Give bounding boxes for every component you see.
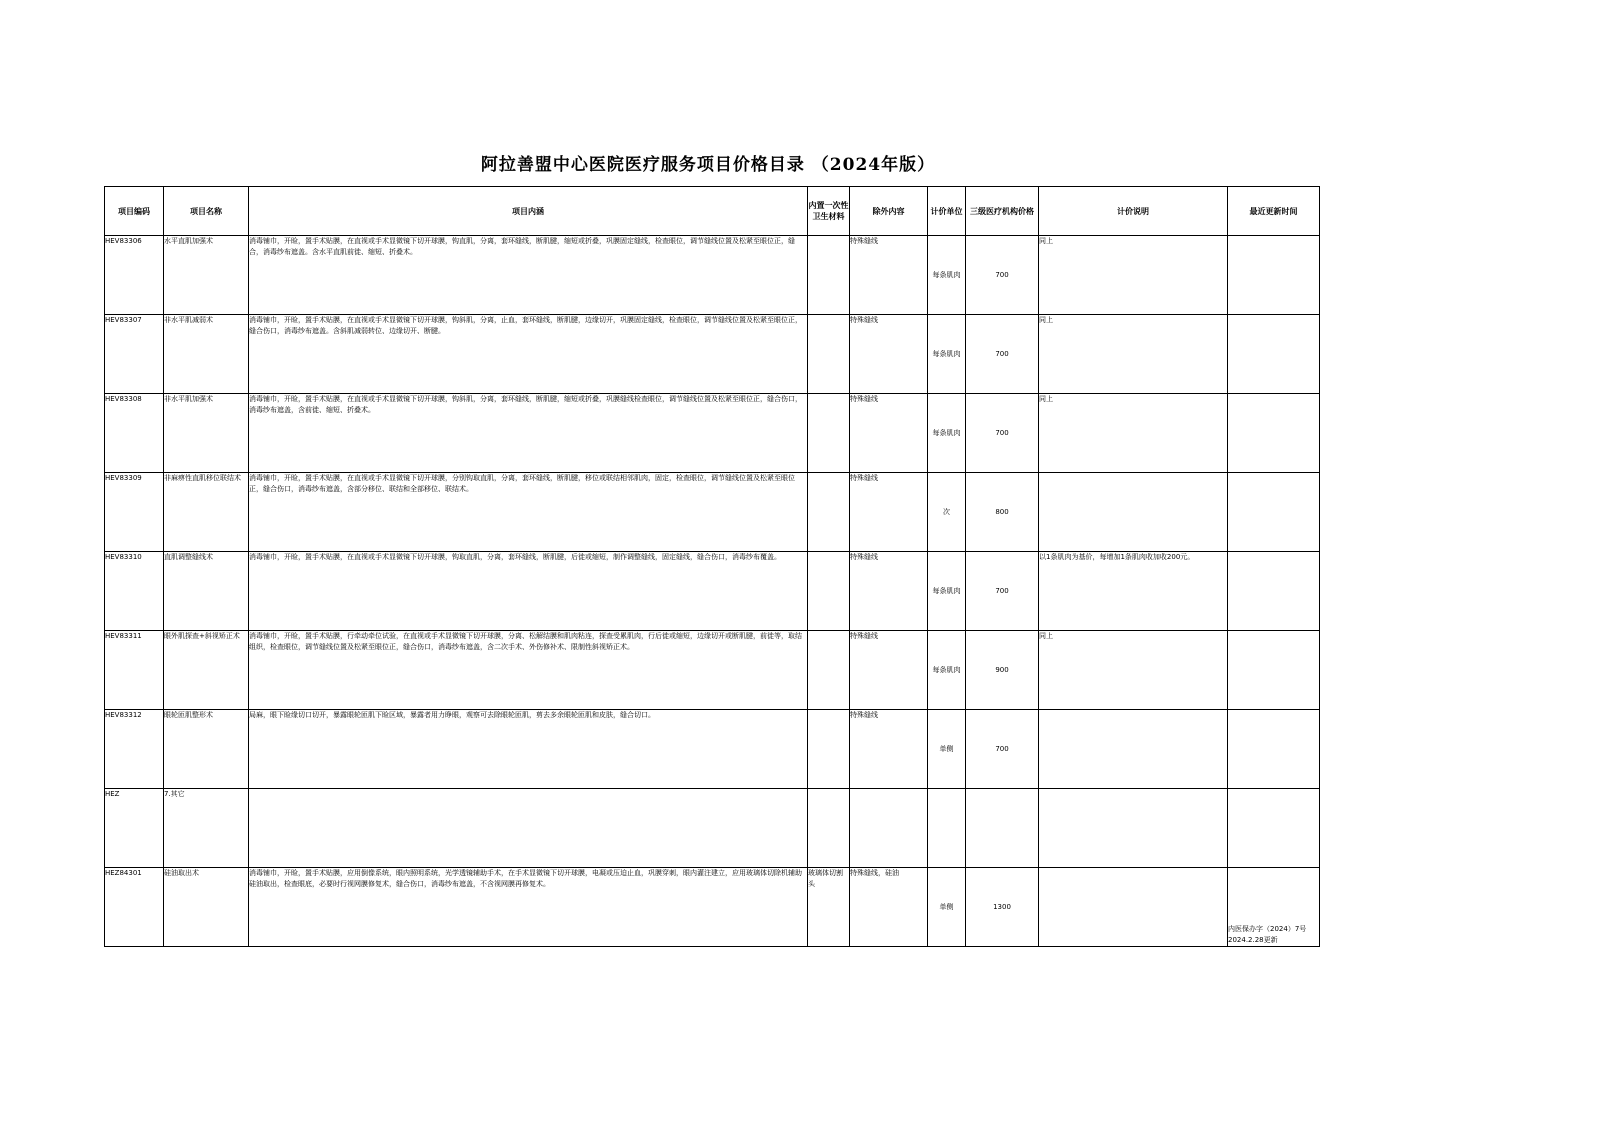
header-cell: 三级医疗机构价格 (966, 187, 1039, 236)
item-note (1039, 868, 1228, 947)
item-name: 硅油取出术 (164, 868, 249, 947)
item-consumables (808, 473, 850, 552)
item-price (966, 789, 1039, 868)
item-price: 1300 (966, 868, 1039, 947)
item-name: 非水平肌减弱术 (164, 315, 249, 394)
header-cell: 计价单位 (928, 187, 966, 236)
item-note (1039, 473, 1228, 552)
item-content: 局麻，眼下睑缘切口切开，暴露眼轮匝肌下睑区域，暴露者用力睁眼，观察可去除眼轮匝肌，剪去多余眼轮匝肌和皮肤，缝合切口。 (249, 710, 808, 789)
item-price: 700 (966, 394, 1039, 473)
item-unit: 每条肌肉 (928, 631, 966, 710)
table-row (105, 394, 1320, 473)
item-name: 眼轮匝肌整形术 (164, 710, 249, 789)
item-code: HEV83307 (105, 315, 164, 394)
item-content: 消毒铺巾，开睑，置手术贴膜，在直视或手术显微镜下切开球膜，钩取直肌，分离，套环缝线，断肌腱，后徙或缩短，制作调整缝线，固定缝线，缝合伤口，消毒纱布覆盖。 (249, 552, 808, 631)
header-cell: 除外内容 (850, 187, 928, 236)
item-content (249, 789, 808, 868)
item-note: 同上 (1039, 394, 1228, 473)
item-unit: 每条肌肉 (928, 394, 966, 473)
header-cell: 项目内涵 (249, 187, 808, 236)
item-note: 以1条肌肉为基价，每增加1条肌肉收加收200元。 (1039, 552, 1228, 631)
item-price: 700 (966, 236, 1039, 315)
table-row (105, 868, 1320, 947)
item-updated (1228, 473, 1320, 552)
item-name: 眼外肌探查+斜视矫正术 (164, 631, 249, 710)
item-unit: 每条肌肉 (928, 315, 966, 394)
item-unit: 单侧 (928, 868, 966, 947)
header-cell: 计价说明 (1039, 187, 1228, 236)
item-updated (1228, 394, 1320, 473)
item-consumables (808, 631, 850, 710)
item-price: 700 (966, 552, 1039, 631)
item-content: 消毒铺巾，开睑，置手术贴膜，在直视或手术显微镜下切开球膜，钩斜肌，分离，套环缝线，断肌腱，缩短或折叠，巩膜缝线检查眼位，调节缝线位置及松紧至眼位正，缝合伤口，消毒纱布遮盖，含前徙、缩短、折叠术。 (249, 394, 808, 473)
item-note (1039, 789, 1228, 868)
table-row (105, 710, 1320, 789)
item-note: 同上 (1039, 315, 1228, 394)
item-updated: 内医保办字（2024）7号 2024.2.28更新 (1228, 868, 1320, 947)
item-consumables (808, 315, 850, 394)
table-row (105, 789, 1320, 868)
item-exclusions: 特殊缝线，硅油 (850, 868, 928, 947)
item-unit: 次 (928, 473, 966, 552)
item-updated (1228, 315, 1320, 394)
item-unit: 每条肌肉 (928, 236, 966, 315)
header-cell: 内置一次性卫生材料 (808, 187, 850, 236)
header-row (105, 187, 1320, 236)
item-code: HEV83308 (105, 394, 164, 473)
table-row (105, 552, 1320, 631)
item-unit: 每条肌肉 (928, 552, 966, 631)
item-updated (1228, 789, 1320, 868)
item-name: 非麻痹性直肌移位联结术 (164, 473, 249, 552)
item-content: 消毒铺巾，开睑，置手术贴膜，在直视或手术显微镜下切开球膜，钩斜肌，分离，止血，套环缝线，断肌腱，边缘切开，巩膜固定缝线，检查眼位，调节缝线位置及松紧至眼位正，缝合伤口，消毒纱布遮盖。含斜肌减弱转位、边缘切开、断腱。 (249, 315, 808, 394)
item-code: HEV83312 (105, 710, 164, 789)
item-consumables (808, 236, 850, 315)
item-price: 800 (966, 473, 1039, 552)
item-updated (1228, 552, 1320, 631)
item-updated (1228, 631, 1320, 710)
item-consumables: 玻璃体切割头 (808, 868, 850, 947)
item-name: 7.其它 (164, 789, 249, 868)
item-exclusions: 特殊缝线 (850, 394, 928, 473)
header-cell: 最近更新时间 (1228, 187, 1320, 236)
item-price: 700 (966, 710, 1039, 789)
item-content: 消毒铺巾，开睑，置手术贴膜，应用倒像系统，眼内照明系统，光学透镜辅助手术，在手术显微镜下切开球膜，电凝或压迫止血，巩膜穿刺，眼内灌注建立，应用玻璃体切除机辅助硅油取出，检查眼底，必要时行视网膜修复术，缝合伤口，消毒纱布遮盖，不含视网膜再修复术。 (249, 868, 808, 947)
price-table (104, 186, 1320, 947)
item-price: 900 (966, 631, 1039, 710)
item-content: 消毒铺巾，开睑，置手术贴膜，行牵动牵位试验，在直视或手术显微镜下切开球膜，分离、松解结膜和肌肉粘连，探查受累肌肉，行后徙或缩短，边缘切开或断肌腱，前徙等，取结组织，检查眼位，调节缝线位置及松紧至眼位正，缝合伤口，消毒纱布遮盖，含二次手术、外伤修补术、限制性斜视矫正术。 (249, 631, 808, 710)
table-row (105, 631, 1320, 710)
table-row (105, 236, 1320, 315)
item-code: HEZ (105, 789, 164, 868)
table-row (105, 315, 1320, 394)
item-code: HEV83306 (105, 236, 164, 315)
item-exclusions: 特殊缝线 (850, 473, 928, 552)
item-consumables (808, 789, 850, 868)
header-cell: 项目名称 (164, 187, 249, 236)
page-title: 阿拉善盟中心医院医疗服务项目价格目录 （2024年版） (480, 155, 936, 175)
item-updated (1228, 236, 1320, 315)
item-name: 直肌调整缝线术 (164, 552, 249, 631)
item-unit (928, 789, 966, 868)
item-consumables (808, 552, 850, 631)
item-code: HEZ84301 (105, 868, 164, 947)
item-unit: 单侧 (928, 710, 966, 789)
table-row (105, 473, 1320, 552)
item-exclusions (850, 789, 928, 868)
item-exclusions: 特殊缝线 (850, 631, 928, 710)
item-exclusions: 特殊缝线 (850, 552, 928, 631)
item-content: 消毒铺巾，开睑，置手术贴膜，在直视或手术显微镜下切开球膜，分别钩取直肌，分离，套环缝线，断肌腱，移位或联结相邻肌肉，固定，检查眼位，调节缝线位置及松紧至眼位正，缝合伤口，消毒纱布遮盖，含部分移位、联结和全部移位、联结术。 (249, 473, 808, 552)
item-price: 700 (966, 315, 1039, 394)
item-exclusions: 特殊缝线 (850, 710, 928, 789)
item-exclusions: 特殊缝线 (850, 315, 928, 394)
item-code: HEV83311 (105, 631, 164, 710)
item-name: 水平直肌加强术 (164, 236, 249, 315)
item-consumables (808, 710, 850, 789)
item-code: HEV83309 (105, 473, 164, 552)
item-note: 同上 (1039, 631, 1228, 710)
item-exclusions: 特殊缝线 (850, 236, 928, 315)
header-cell: 项目编码 (105, 187, 164, 236)
item-consumables (808, 394, 850, 473)
item-note: 同上 (1039, 236, 1228, 315)
item-code: HEV83310 (105, 552, 164, 631)
item-note (1039, 710, 1228, 789)
item-updated (1228, 710, 1320, 789)
item-name: 非水平肌加强术 (164, 394, 249, 473)
item-content: 消毒铺巾，开睑，置手术贴膜，在直视或手术显微镜下切开球膜，钩直肌，分离，套环缝线，断肌腱，缩短或折叠，巩膜固定缝线，检查眼位，调节缝线位置及松紧至眼位正，缝合，消毒纱布遮盖。含水平直肌前徙、缩短、折叠术。 (249, 236, 808, 315)
